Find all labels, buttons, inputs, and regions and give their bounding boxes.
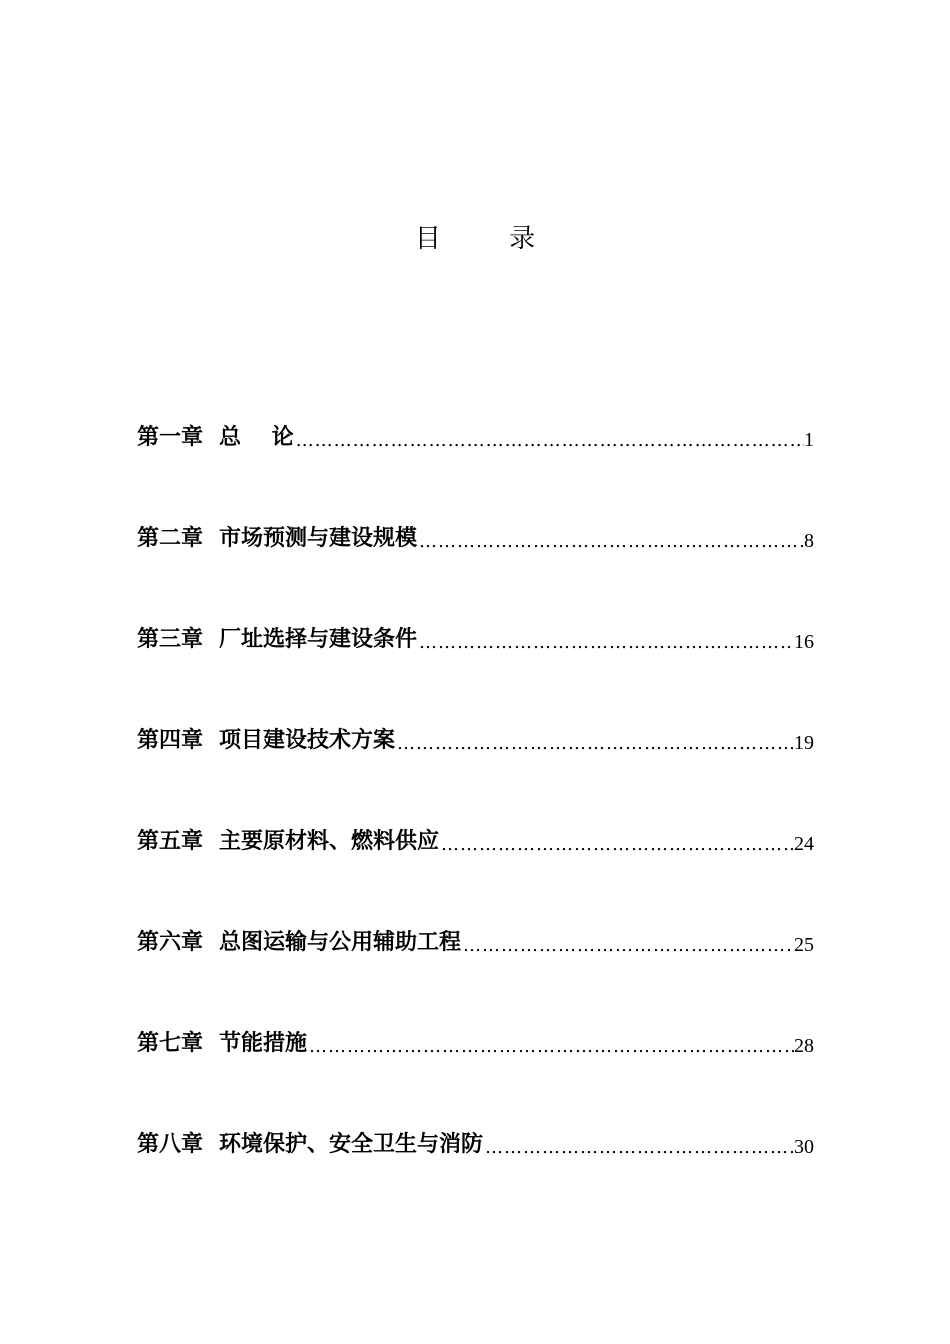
toc-entry[interactable] — [137, 723, 814, 759]
toc-entry-page: 8 — [804, 530, 814, 552]
toc-title: 目 录 — [414, 224, 566, 254]
toc-entry-page: 1 — [804, 429, 814, 451]
toc-entry[interactable] — [137, 420, 814, 456]
toc-entry[interactable] — [137, 824, 814, 860]
toc-entry[interactable] — [137, 1026, 814, 1062]
dot-leader — [483, 1133, 794, 1163]
toc-entry-chapter: 第一章 总 论 — [137, 425, 294, 450]
toc-entry-page: 16 — [794, 631, 814, 653]
toc-entry-page: 19 — [794, 732, 814, 754]
toc-entry-chapter: 第二章 市场预测与建设规模 — [137, 526, 418, 551]
dot-leader — [294, 426, 804, 456]
toc-entry[interactable] — [137, 521, 814, 557]
dot-leader — [417, 527, 804, 557]
toc-entry-page: 24 — [794, 833, 814, 855]
toc-entry[interactable] — [137, 1127, 814, 1163]
toc-entry-chapter: 第八章 环境保护、安全卫生与消防 — [137, 1132, 484, 1157]
dot-leader — [307, 1032, 794, 1062]
toc-entry-chapter: 第七章 节能措施 — [137, 1031, 308, 1056]
dot-leader — [395, 729, 794, 759]
dot-leader — [461, 931, 794, 961]
toc-entry-page: 30 — [794, 1136, 814, 1158]
toc-entry-chapter: 第六章 总图运输与公用辅助工程 — [137, 930, 462, 955]
toc-entry-chapter: 第五章 主要原材料、燃料供应 — [137, 829, 440, 854]
toc-entry-chapter: 第三章 厂址选择与建设条件 — [137, 627, 418, 652]
toc-entry-chapter: 第四章 项目建设技术方案 — [137, 728, 396, 753]
toc-entry-page: 28 — [794, 1035, 814, 1057]
toc-entry[interactable] — [137, 622, 814, 658]
toc-entry[interactable] — [137, 925, 814, 961]
toc-entry-page: 25 — [794, 934, 814, 956]
dot-leader — [417, 628, 794, 658]
dot-leader — [439, 830, 794, 860]
